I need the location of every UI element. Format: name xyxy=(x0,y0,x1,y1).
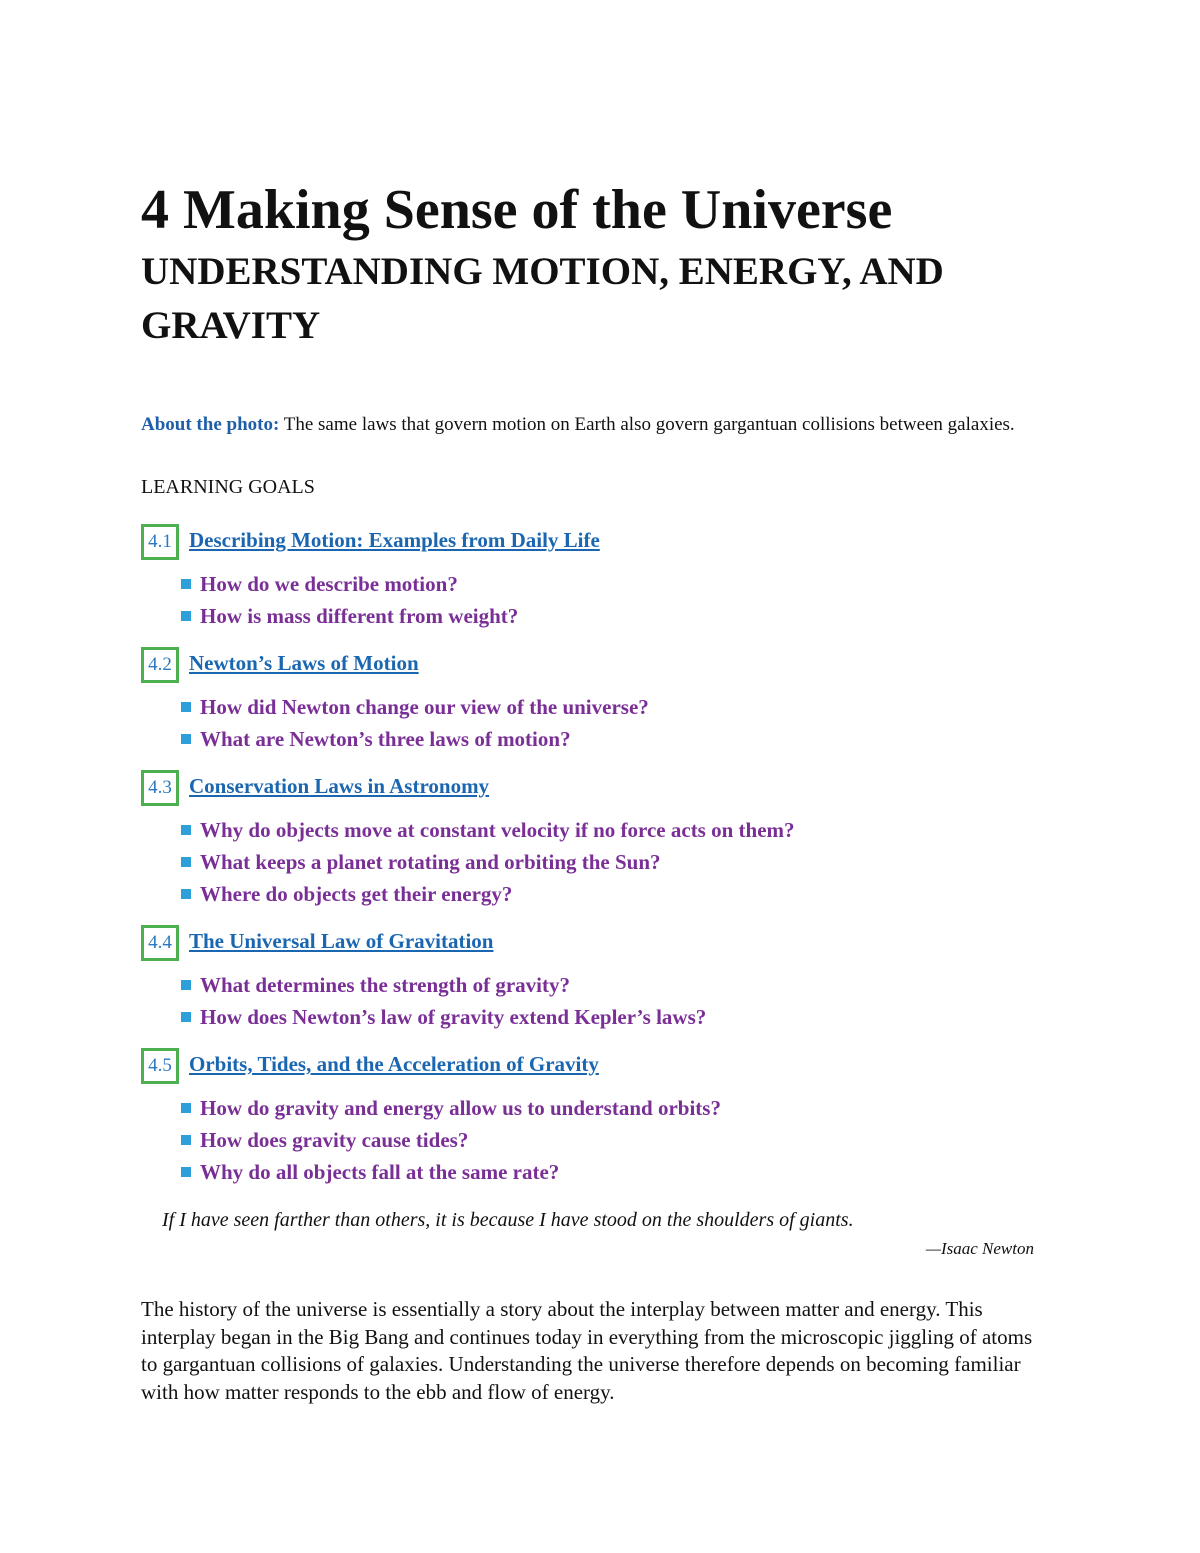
goal-question: What determines the strength of gravity? xyxy=(181,969,1101,1001)
goal-section-header xyxy=(141,647,1101,691)
section-link[interactable]: The Universal Law of Gravitation xyxy=(189,929,494,953)
bullet-square-icon xyxy=(181,702,191,712)
section-number-box[interactable]: 4.5 xyxy=(141,1048,179,1084)
section-number-box[interactable]: 4.2 xyxy=(141,647,179,683)
bullet-square-icon xyxy=(181,1103,191,1113)
epigraph-attribution: —Isaac Newton xyxy=(925,1239,1034,1258)
goal-section-4-3 xyxy=(141,770,1101,910)
bullet-square-icon xyxy=(181,857,191,867)
bullet-square-icon xyxy=(181,611,191,621)
goal-question: How does Newton’s law of gravity extend Kepler’s laws? xyxy=(181,1001,1101,1033)
goal-question: How is mass different from weight? xyxy=(181,600,1101,632)
goal-section-4-5 xyxy=(141,1048,1101,1188)
goal-section-header xyxy=(141,925,1101,969)
goal-question: How do gravity and energy allow us to understand orbits? xyxy=(181,1092,1101,1124)
bullet-square-icon xyxy=(181,889,191,899)
goal-question: What are Newton’s three laws of motion? xyxy=(181,723,1101,755)
goal-section-4-2 xyxy=(141,647,1101,755)
body-paragraph: The history of the universe is essentially a story about the interplay between matter and energy. This interplay began in the Big Bang and continues today in everything from the microscopic jiggling of atoms to gargantuan collisions of galaxies. Understanding the universe therefore depends on becoming familiar with how matter responds to the ebb and flow of energy. xyxy=(141,1297,1033,1404)
section-link[interactable]: Describing Motion: Examples from Daily Life xyxy=(189,528,600,552)
bullet-square-icon xyxy=(181,579,191,589)
goal-question: How do we describe motion? xyxy=(181,568,1101,600)
goal-question: Where do objects get their energy? xyxy=(181,878,1101,910)
bullet-square-icon xyxy=(181,825,191,835)
goal-question: What keeps a planet rotating and orbiting the Sun? xyxy=(181,846,1101,878)
bullet-square-icon xyxy=(181,980,191,990)
section-link[interactable]: Newton’s Laws of Motion xyxy=(189,651,419,675)
learning-goals-heading: LEARNING GOALS xyxy=(141,476,315,498)
bullet-square-icon xyxy=(181,1167,191,1177)
section-link[interactable]: Orbits, Tides, and the Acceleration of Gravity xyxy=(189,1052,599,1076)
section-number-box[interactable]: 4.4 xyxy=(141,925,179,961)
bullet-square-icon xyxy=(181,734,191,744)
goal-question: Why do all objects fall at the same rate? xyxy=(181,1156,1101,1188)
epigraph-quote: If I have seen farther than others, it is because I have stood on the shoulders of giants. xyxy=(162,1209,854,1231)
goal-section-header xyxy=(141,770,1101,814)
chapter-subtitle: UNDERSTANDING MOTION, ENERGY, AND GRAVITY xyxy=(141,250,944,347)
goal-question: How does gravity cause tides? xyxy=(181,1124,1101,1156)
photo-caption-text: The same laws that govern motion on Earth also govern gargantuan collisions between galaxies. xyxy=(283,414,1015,435)
photo-caption-label: About the photo: xyxy=(141,414,280,435)
goal-section-header xyxy=(141,1048,1101,1092)
bullet-square-icon xyxy=(181,1135,191,1145)
goal-section-4-4 xyxy=(141,925,1101,1033)
bullet-square-icon xyxy=(181,1012,191,1022)
goal-section-4-1 xyxy=(141,524,1101,632)
section-link[interactable]: Conservation Laws in Astronomy xyxy=(189,774,490,798)
section-number-box[interactable]: 4.1 xyxy=(141,524,179,560)
section-number-box[interactable]: 4.3 xyxy=(141,770,179,806)
chapter-title: 4 Making Sense of the Universe xyxy=(141,179,893,241)
photo-caption xyxy=(141,412,1041,437)
goal-question: Why do objects move at constant velocity if no force acts on them? xyxy=(181,814,1101,846)
goal-section-header xyxy=(141,524,1101,568)
goal-question: How did Newton change our view of the universe? xyxy=(181,691,1101,723)
